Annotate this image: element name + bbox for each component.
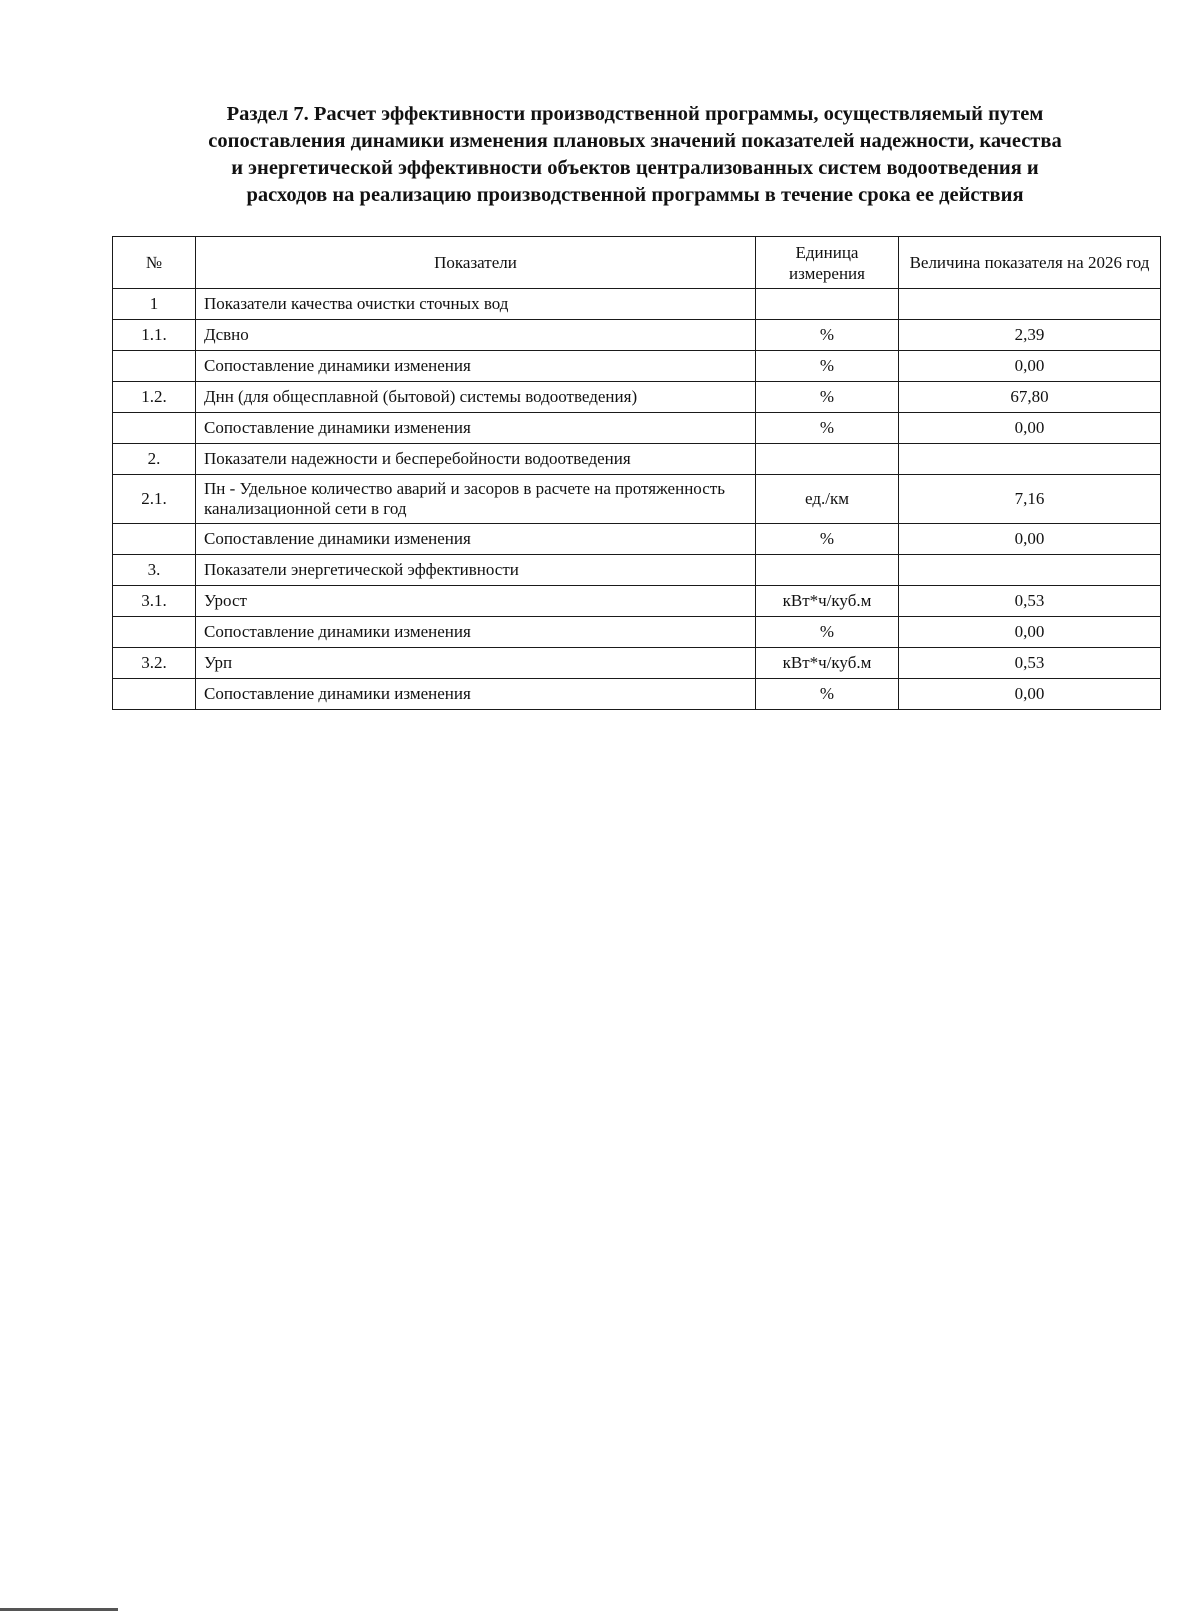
- row-unit: %: [756, 524, 899, 555]
- row-number: [113, 351, 196, 382]
- row-number: 1: [113, 289, 196, 320]
- row-number: [113, 413, 196, 444]
- row-unit: кВт*ч/куб.м: [756, 648, 899, 679]
- table-row: [113, 648, 1161, 679]
- table-row: [113, 382, 1161, 413]
- title-line: расходов на реализацию производственной программы в течение срока ее действия: [246, 184, 1024, 206]
- table-row: [113, 475, 1161, 524]
- header-unit: Единица измерения: [756, 237, 899, 289]
- row-number: 3.: [113, 555, 196, 586]
- table-row: [113, 289, 1161, 320]
- row-unit: %: [756, 320, 899, 351]
- row-value: 0,00: [899, 679, 1161, 710]
- row-number: [113, 679, 196, 710]
- row-value: 0,00: [899, 351, 1161, 382]
- table-row: [113, 524, 1161, 555]
- row-indicator: Урп: [196, 648, 756, 679]
- table-row: [113, 320, 1161, 351]
- row-unit: %: [756, 679, 899, 710]
- row-value: 0,53: [899, 648, 1161, 679]
- row-unit: [756, 555, 899, 586]
- row-indicator: Пн - Удельное количество аварий и засоров в расчете на протяженность канализационной сети в год: [196, 475, 756, 524]
- row-value: 0,00: [899, 524, 1161, 555]
- row-unit: [756, 289, 899, 320]
- row-number: 1.1.: [113, 320, 196, 351]
- header-indicator: Показатели: [196, 237, 756, 289]
- row-value: [899, 289, 1161, 320]
- row-unit: [756, 444, 899, 475]
- table-header-row: [113, 237, 1161, 289]
- header-value: Величина показателя на 2026 год: [899, 237, 1161, 289]
- row-number: 3.1.: [113, 586, 196, 617]
- title-line: и энергетической эффективности объектов централизованных систем водоотведения и: [231, 157, 1039, 179]
- page-title: [110, 101, 1160, 209]
- row-value: 2,39: [899, 320, 1161, 351]
- row-number: [113, 617, 196, 648]
- scan-edge-mark: [0, 1608, 118, 1611]
- row-value: 7,16: [899, 475, 1161, 524]
- table-row: [113, 444, 1161, 475]
- row-indicator: Сопоставление динамики изменения: [196, 413, 756, 444]
- row-indicator: Показатели качества очистки сточных вод: [196, 289, 756, 320]
- row-number: 3.2.: [113, 648, 196, 679]
- row-number: 2.1.: [113, 475, 196, 524]
- table-row: [113, 586, 1161, 617]
- row-number: [113, 524, 196, 555]
- title-line: сопоставления динамики изменения плановых значений показателей надежности, качества: [208, 130, 1062, 152]
- row-unit: ед./км: [756, 475, 899, 524]
- row-indicator: Показатели надежности и бесперебойности водоотведения: [196, 444, 756, 475]
- row-unit: %: [756, 382, 899, 413]
- row-indicator: Сопоставление динамики изменения: [196, 351, 756, 382]
- row-value: 67,80: [899, 382, 1161, 413]
- table-row: [113, 679, 1161, 710]
- row-indicator: Днн (для общесплавной (бытовой) системы водоотведения): [196, 382, 756, 413]
- row-indicator: Показатели энергетической эффективности: [196, 555, 756, 586]
- row-indicator: Сопоставление динамики изменения: [196, 617, 756, 648]
- table-row: [113, 351, 1161, 382]
- row-number: 2.: [113, 444, 196, 475]
- row-value: 0,00: [899, 617, 1161, 648]
- row-value: [899, 555, 1161, 586]
- table-row: [113, 555, 1161, 586]
- indicators-table: [112, 236, 1161, 710]
- row-unit: %: [756, 617, 899, 648]
- row-indicator: Урост: [196, 586, 756, 617]
- row-value: 0,53: [899, 586, 1161, 617]
- row-number: 1.2.: [113, 382, 196, 413]
- row-indicator: Дсвно: [196, 320, 756, 351]
- title-line: Раздел 7. Расчет эффективности производственной программы, осуществляемый путем: [226, 103, 1044, 125]
- row-value: 0,00: [899, 413, 1161, 444]
- row-value: [899, 444, 1161, 475]
- row-unit: %: [756, 413, 899, 444]
- table-row: [113, 413, 1161, 444]
- row-indicator: Сопоставление динамики изменения: [196, 524, 756, 555]
- row-indicator: Сопоставление динамики изменения: [196, 679, 756, 710]
- header-num: №: [113, 237, 196, 289]
- row-unit: %: [756, 351, 899, 382]
- row-unit: кВт*ч/куб.м: [756, 586, 899, 617]
- table-row: [113, 617, 1161, 648]
